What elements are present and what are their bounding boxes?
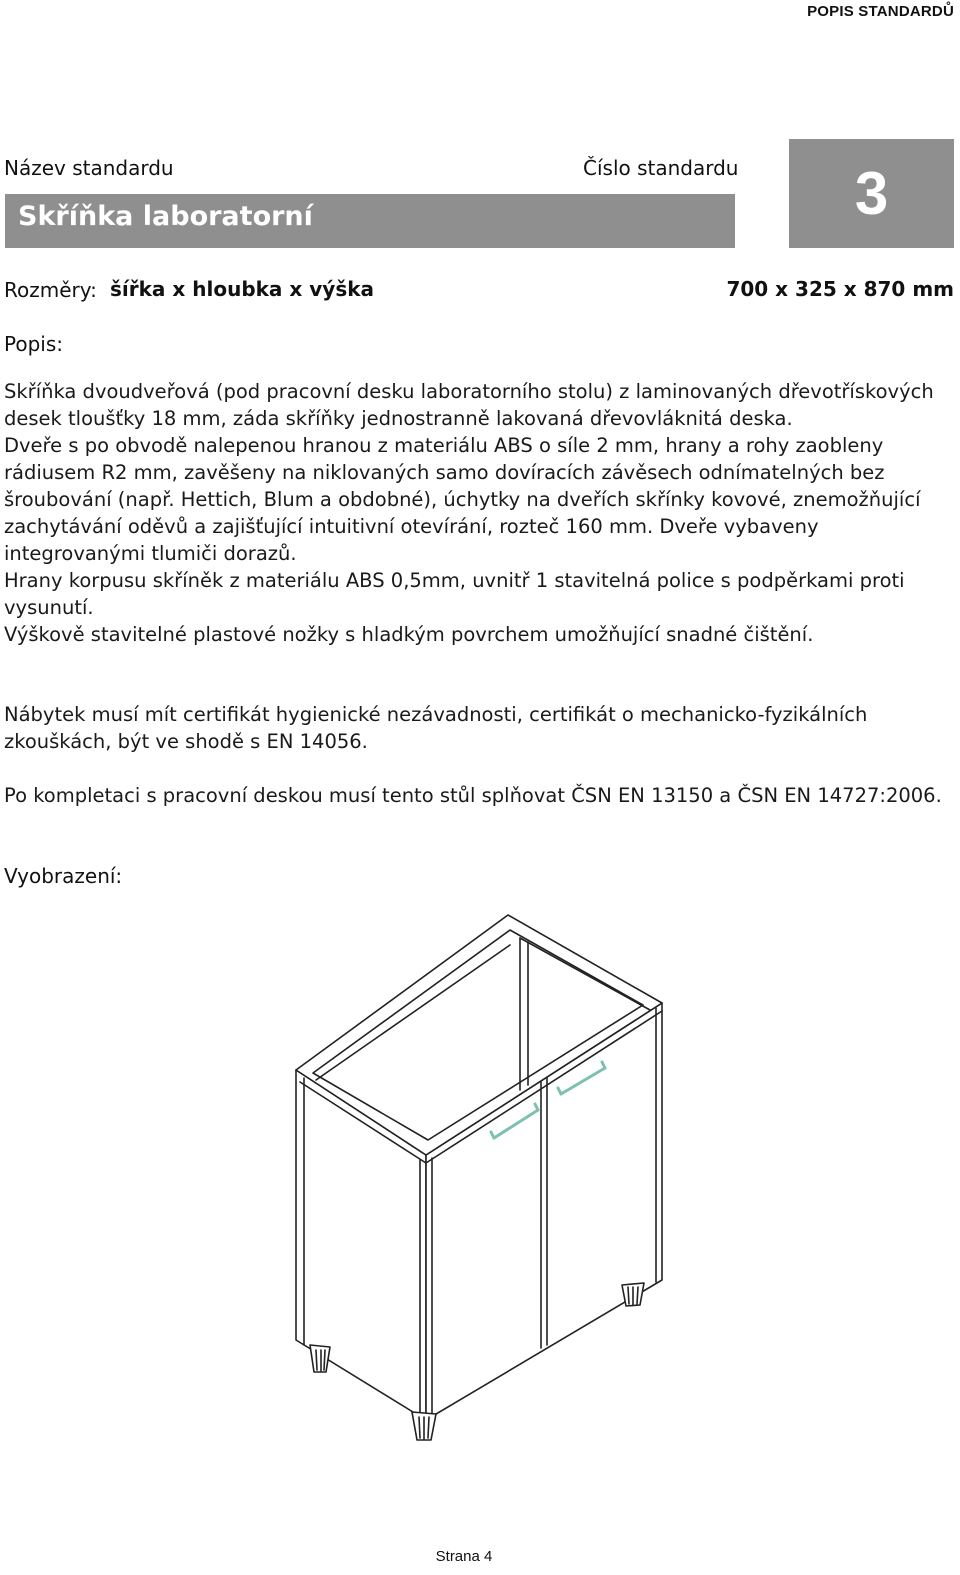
page-number: Strana 4	[435, 1548, 493, 1565]
standard-number-box	[789, 139, 954, 248]
description-label: Popis:	[4, 332, 63, 356]
dimensions-description: šířka x hloubka x výška	[110, 277, 375, 301]
illustration-label: Vyobrazení:	[4, 864, 123, 888]
dimensions-value: 700 x 325 x 870 mm	[726, 277, 954, 301]
description-paragraph-2: Nábytek musí mít certifikát hygienické nezávadnosti, certifikát o mechanicko-fyzikálních zkouškách, být ve shodě s EN 14056.	[4, 703, 868, 753]
standard-number-label: Číslo standardu	[583, 156, 739, 180]
dimensions-label: Rozměry:	[4, 278, 97, 302]
standard-name: Skříňka laboratorní	[18, 201, 313, 232]
cabinet-illustration	[280, 912, 680, 1446]
standard-name-label: Název standardu	[4, 156, 174, 180]
document-header-title: POPIS STANDARDŮ	[807, 3, 954, 20]
standard-number: 3	[854, 160, 889, 227]
description-paragraph-1: Skříňka dvoudveřová (pod pracovní desku laboratorního stolu) z laminovaných dřevotřískových desek tloušťky 18 mm, záda skříňky jednostranně lakovaná dřevovláknitá deska. Dveře s po obvodě nalepenou hranou z materiálu ABS o síle 2 mm, hrany a rohy zaobleny rádiusem R2 mm, zavěšeny na niklovaných samo dovíracích závěsech odnímatelných bez šroubování (např. Hettich, Blum a obdobné), úchytky na dveřích skřínky kovové, znemožňující zachytávání oděvů a zajišťující intuitivní otevírání, rozteč 160 mm. Dveře vybaveny integrovanými tlumiči dorazů. Hrany korpusu skříněk z materiálu ABS 0,5mm, uvnitř 1 stavitelná police s podpěrkami proti vysunutí. Výškově stavitelné plastové nožky s hladkým povrchem umožňující snadné čištění.	[4, 380, 934, 646]
description-paragraph-3: Po kompletaci s pracovní deskou musí tento stůl splňovat ČSN EN 13150 a ČSN EN 14727:2006.	[4, 784, 942, 807]
